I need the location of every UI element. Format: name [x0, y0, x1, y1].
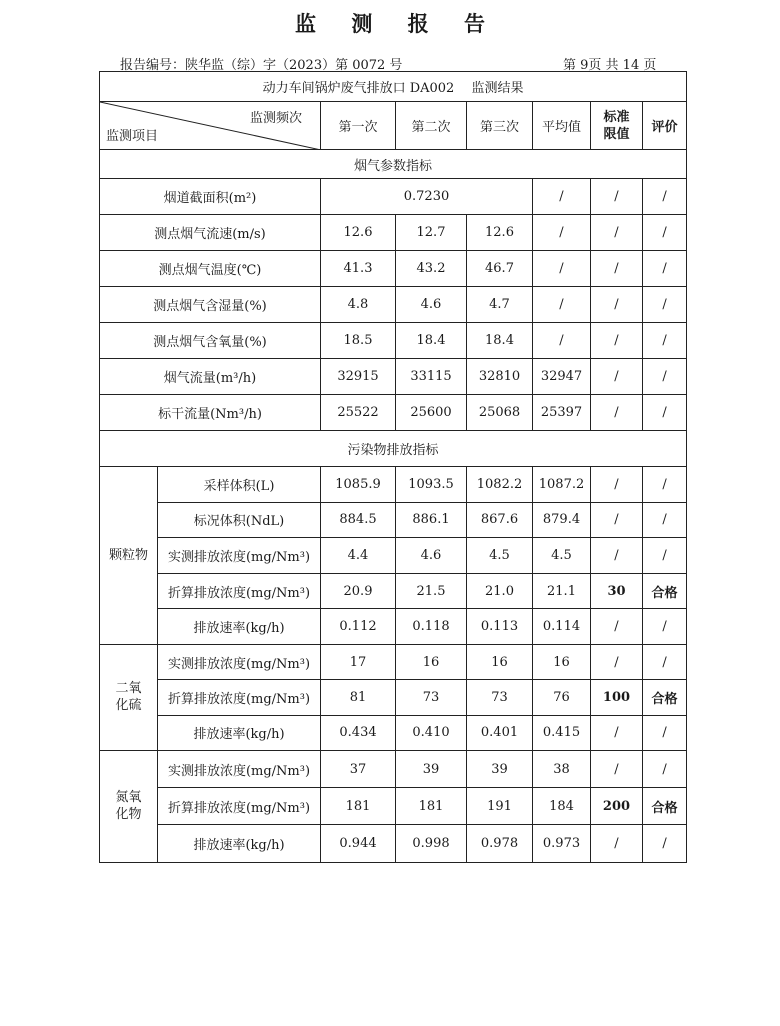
- cell-third: 0.978: [467, 825, 533, 862]
- row-label: 烟道截面积(m²): [100, 179, 321, 215]
- group-label-line: 氮氧: [115, 790, 142, 806]
- cell-third: 4.7: [467, 287, 533, 323]
- cell-evaluation: 合格: [643, 573, 687, 609]
- cell-first: 37: [321, 750, 396, 787]
- cell-evaluation: /: [643, 215, 687, 251]
- row-label: 实测排放浓度(mg/Nm³): [158, 538, 321, 574]
- table-row: [100, 467, 687, 503]
- cell-evaluation: /: [643, 715, 687, 750]
- cell-limit: /: [591, 825, 643, 862]
- table-row: [100, 825, 687, 862]
- table-row: [100, 680, 687, 715]
- report-number: 报告编号：陕华监（综）字（2023）第 0072 号: [120, 58, 403, 73]
- cell-limit: /: [591, 395, 643, 431]
- cell-first: 18.5: [321, 323, 396, 359]
- cell-second: 181: [396, 788, 467, 825]
- cell-limit: /: [591, 609, 643, 645]
- cell-first: 4.8: [321, 287, 396, 323]
- table-row: [100, 359, 687, 395]
- cell-third: 1082.2: [467, 467, 533, 503]
- cell-third: 16: [467, 644, 533, 679]
- cell-third: 39: [467, 750, 533, 787]
- cell-evaluation: /: [643, 644, 687, 679]
- cell-average: 16: [533, 644, 591, 679]
- cell-third: 21.0: [467, 573, 533, 609]
- cell-average: 879.4: [533, 502, 591, 538]
- cell-first: 81: [321, 680, 396, 715]
- cell-limit: /: [591, 538, 643, 574]
- cell-second: 33115: [396, 359, 467, 395]
- cell-first: 12.6: [321, 215, 396, 251]
- cell-second: 4.6: [396, 287, 467, 323]
- cell-average: /: [533, 323, 591, 359]
- table-row: [100, 323, 687, 359]
- table-row: [100, 644, 687, 679]
- table-caption: 动力车间锅炉废气排放口 DA002 监测结果: [100, 72, 687, 102]
- cell-evaluation: /: [643, 609, 687, 645]
- header-third: 第三次: [467, 102, 533, 150]
- row-label: 测点烟气含湿量(%): [100, 287, 321, 323]
- row-label: 排放速率(kg/h): [158, 825, 321, 862]
- cell-evaluation: /: [643, 287, 687, 323]
- cell-first: 32915: [321, 359, 396, 395]
- cell-second: 4.6: [396, 538, 467, 574]
- cell-third: 32810: [467, 359, 533, 395]
- cell-evaluation: /: [643, 825, 687, 862]
- table-row: [100, 502, 687, 538]
- cell-limit: /: [591, 323, 643, 359]
- cell-average: 38: [533, 750, 591, 787]
- cell-second: 16: [396, 644, 467, 679]
- cell-first: 181: [321, 788, 396, 825]
- row-label: 排放速率(kg/h): [158, 609, 321, 645]
- cell-limit: 100: [591, 680, 643, 715]
- area-value: 0.7230: [321, 179, 533, 215]
- cell-limit: /: [591, 287, 643, 323]
- cell-evaluation: /: [643, 323, 687, 359]
- cell-second: 12.7: [396, 215, 467, 251]
- row-label: 折算排放浓度(mg/Nm³): [158, 573, 321, 609]
- cell-third: 0.113: [467, 609, 533, 645]
- table-row: [100, 750, 687, 787]
- section-flue-gas-params: 烟气参数指标: [100, 150, 687, 179]
- row-label: 实测排放浓度(mg/Nm³): [158, 750, 321, 787]
- header-first: 第一次: [321, 102, 396, 150]
- cell-second: 0.118: [396, 609, 467, 645]
- row-label: 排放速率(kg/h): [158, 715, 321, 750]
- report-title: 监 测 报 告: [295, 11, 499, 36]
- row-label: 测点烟气流速(m/s): [100, 215, 321, 251]
- cell-average: /: [533, 215, 591, 251]
- cell-second: 43.2: [396, 251, 467, 287]
- cell-average: 0.114: [533, 609, 591, 645]
- cell-first: 20.9: [321, 573, 396, 609]
- cell-average: /: [533, 179, 591, 215]
- table-row: [100, 715, 687, 750]
- cell-average: 32947: [533, 359, 591, 395]
- group-label-so2: [100, 644, 158, 750]
- cell-limit: /: [591, 644, 643, 679]
- row-label: 标况体积(NdL): [158, 502, 321, 538]
- group-label-pm: 颗粒物: [100, 467, 158, 645]
- cell-limit: /: [591, 750, 643, 787]
- cell-first: 1085.9: [321, 467, 396, 503]
- cell-third: 18.4: [467, 323, 533, 359]
- cell-third: 73: [467, 680, 533, 715]
- cell-second: 25600: [396, 395, 467, 431]
- cell-average: /: [533, 287, 591, 323]
- group-label-line: 二氧: [115, 681, 142, 697]
- cell-limit: /: [591, 502, 643, 538]
- cell-evaluation: 合格: [643, 680, 687, 715]
- group-label-line: 化物: [115, 807, 142, 823]
- cell-third: 46.7: [467, 251, 533, 287]
- cell-average: /: [533, 251, 591, 287]
- table-row: [100, 251, 687, 287]
- cell-third: 0.401: [467, 715, 533, 750]
- cell-evaluation: /: [643, 502, 687, 538]
- cell-second: 0.410: [396, 715, 467, 750]
- cell-limit: 30: [591, 573, 643, 609]
- cell-third: 12.6: [467, 215, 533, 251]
- cell-first: 25522: [321, 395, 396, 431]
- cell-first: 884.5: [321, 502, 396, 538]
- cell-third: 25068: [467, 395, 533, 431]
- table-row: [100, 573, 687, 609]
- header-diagonal-cell: [100, 102, 321, 150]
- cell-first: 0.112: [321, 609, 396, 645]
- cell-limit: /: [591, 467, 643, 503]
- cell-average: 1087.2: [533, 467, 591, 503]
- cell-third: 4.5: [467, 538, 533, 574]
- cell-evaluation: /: [643, 467, 687, 503]
- cell-second: 0.998: [396, 825, 467, 862]
- page-info: 第 9页 共 14 页: [563, 58, 657, 73]
- cell-second: 39: [396, 750, 467, 787]
- cell-third: 867.6: [467, 502, 533, 538]
- cell-second: 21.5: [396, 573, 467, 609]
- cell-first: 4.4: [321, 538, 396, 574]
- cell-evaluation: /: [643, 750, 687, 787]
- header-frequency-label: 监测频次: [249, 111, 302, 126]
- row-label: 测点烟气温度(℃): [100, 251, 321, 287]
- cell-limit: 200: [591, 788, 643, 825]
- cell-second: 886.1: [396, 502, 467, 538]
- cell-average: 4.5: [533, 538, 591, 574]
- cell-evaluation: /: [643, 395, 687, 431]
- monitoring-results-table: [99, 71, 687, 863]
- group-label-line: 化硫: [115, 698, 142, 714]
- table-row: [100, 215, 687, 251]
- table-row: [100, 395, 687, 431]
- cell-first: 0.944: [321, 825, 396, 862]
- row-label: 采样体积(L): [158, 467, 321, 503]
- cell-second: 1093.5: [396, 467, 467, 503]
- cell-average: 25397: [533, 395, 591, 431]
- row-label: 折算排放浓度(mg/Nm³): [158, 788, 321, 825]
- cell-limit: /: [591, 251, 643, 287]
- cell-evaluation: 合格: [643, 788, 687, 825]
- cell-limit: /: [591, 179, 643, 215]
- cell-limit: /: [591, 215, 643, 251]
- cell-average: 76: [533, 680, 591, 715]
- header-second: 第二次: [396, 102, 467, 150]
- cell-second: 73: [396, 680, 467, 715]
- cell-limit: /: [591, 359, 643, 395]
- header-evaluation: 评价: [643, 102, 687, 150]
- row-label: 测点烟气含氧量(%): [100, 323, 321, 359]
- cell-average: 0.973: [533, 825, 591, 862]
- cell-average: 184: [533, 788, 591, 825]
- cell-second: 18.4: [396, 323, 467, 359]
- row-label: 标干流量(Nm³/h): [100, 395, 321, 431]
- header-item-label: 监测项目: [106, 129, 159, 144]
- group-label-nox: [100, 750, 158, 862]
- cell-average: 0.415: [533, 715, 591, 750]
- cell-evaluation: /: [643, 251, 687, 287]
- cell-evaluation: /: [643, 538, 687, 574]
- cell-third: 191: [467, 788, 533, 825]
- table-row: [100, 538, 687, 574]
- row-label: 烟气流量(m³/h): [100, 359, 321, 395]
- section-pollutant-emissions: 污染物排放指标: [100, 431, 687, 467]
- row-label: 折算排放浓度(mg/Nm³): [158, 680, 321, 715]
- table-row: [100, 287, 687, 323]
- cell-limit: /: [591, 715, 643, 750]
- header-limit: 标准限值: [591, 102, 643, 150]
- cell-evaluation: /: [643, 359, 687, 395]
- row-label: 实测排放浓度(mg/Nm³): [158, 644, 321, 679]
- cell-first: 0.434: [321, 715, 396, 750]
- header-average: 平均值: [533, 102, 591, 150]
- cell-average: 21.1: [533, 573, 591, 609]
- table-row: [100, 788, 687, 825]
- table-row: [100, 609, 687, 645]
- cell-first: 17: [321, 644, 396, 679]
- cell-first: 41.3: [321, 251, 396, 287]
- cell-evaluation: /: [643, 179, 687, 215]
